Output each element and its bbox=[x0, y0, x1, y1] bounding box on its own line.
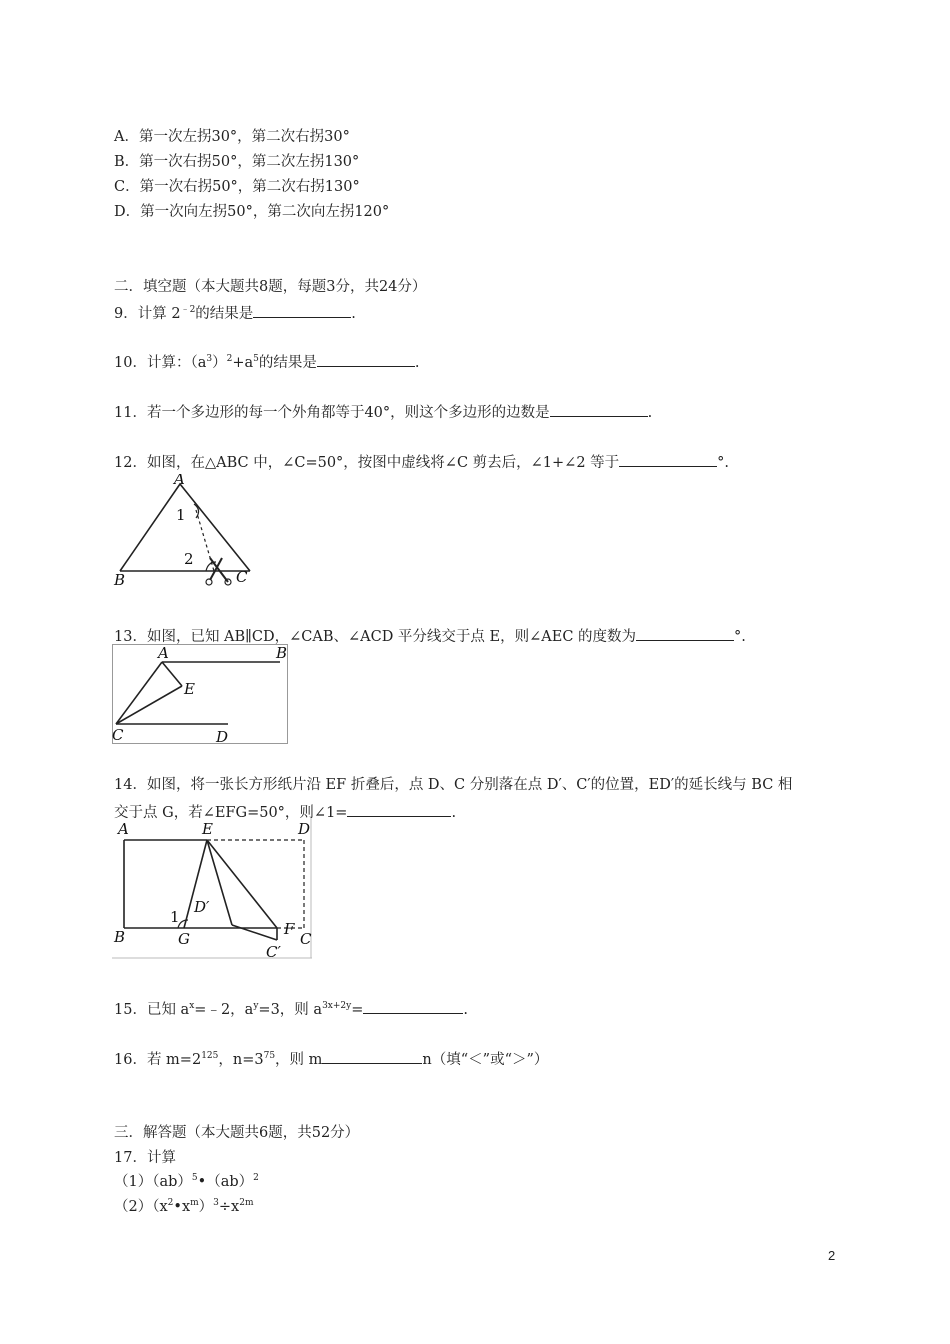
answer-blank[interactable] bbox=[317, 352, 415, 367]
option-b: B．第一次右拐50°，第二次左拐130° bbox=[114, 154, 360, 170]
option-d: D．第一次向左拐50°，第二次向左拐120° bbox=[114, 204, 390, 220]
label-e: E bbox=[202, 820, 213, 838]
answer-blank[interactable] bbox=[636, 626, 734, 641]
question-16: 16．若 $m=2^{125}$，$n=3^{75}$，则 m n（填“＜”或“＞”） bbox=[114, 1051, 549, 1068]
cut-line bbox=[196, 510, 214, 571]
label-a: A bbox=[118, 820, 129, 838]
answer-blank[interactable] bbox=[322, 1049, 422, 1064]
label-angle-1: 1 bbox=[176, 506, 186, 524]
question-13: 13．如图，已知 AB∥CD，∠CAB、∠ACD 平分线交于点 E，则∠AEC 的度数为 °. bbox=[114, 626, 746, 646]
label-c: C bbox=[236, 568, 248, 586]
parallel-lines-figure bbox=[112, 644, 288, 744]
label-c-prime: C′ bbox=[266, 943, 281, 960]
label-f: F bbox=[284, 920, 295, 938]
label-d-prime: D′ bbox=[194, 898, 210, 916]
label-b: B bbox=[114, 571, 126, 589]
line-ac bbox=[116, 662, 162, 724]
line-ed-prime bbox=[207, 840, 232, 925]
section-2-title: 二．填空题（本大题共8题，每题3分，共24分） bbox=[114, 279, 427, 295]
label-e: E bbox=[184, 680, 195, 698]
label-c: C bbox=[112, 726, 124, 744]
question-14-line-2: 交于点 G，若∠EFG=50°，则∠1= . bbox=[114, 802, 456, 822]
answer-blank[interactable] bbox=[253, 303, 351, 318]
question-9: 9．计算 $2^{﹣2}$的结果是 . bbox=[114, 305, 356, 322]
label-a: A bbox=[158, 644, 169, 662]
answer-blank[interactable] bbox=[363, 999, 463, 1014]
label-a: A bbox=[174, 474, 185, 488]
folded-rectangle-figure bbox=[112, 818, 312, 960]
answer-blank[interactable] bbox=[619, 452, 717, 467]
label-angle-1: 1 bbox=[170, 908, 180, 926]
question-14-line-1: 14．如图，将一张长方形纸片沿 EF 折叠后，点 D、C 分别落在点 D′、C′的位置，ED′的延长线与 BC 相 bbox=[114, 777, 793, 793]
page-number: 2 bbox=[828, 1248, 836, 1263]
option-a: A．第一次左拐30°，第二次右拐30° bbox=[114, 129, 350, 145]
question-11: 11．若一个多边形的每一个外角都等于40°，则这个多边形的边数是 . bbox=[114, 402, 652, 422]
answer-blank[interactable] bbox=[550, 402, 648, 417]
label-b: B bbox=[276, 644, 288, 662]
line-ce bbox=[116, 686, 182, 724]
question-17-title: 17．计算 bbox=[114, 1150, 176, 1166]
section-3-title: 三．解答题（本大题共6题，共52分） bbox=[114, 1125, 360, 1141]
label-d: D bbox=[298, 820, 311, 838]
fold-line-ef bbox=[207, 840, 277, 928]
label-g: G bbox=[178, 930, 190, 948]
label-d: D bbox=[216, 728, 229, 744]
triangle-abc-figure bbox=[110, 474, 260, 590]
label-b: B bbox=[114, 928, 126, 946]
label-c: C bbox=[300, 930, 312, 948]
question-10: 10．计算：$(a^3)^2+a^5$的结果是 . bbox=[114, 354, 420, 371]
question-17-part-2: $(2)(x^2•x^m)^3\div x^{2m}$ bbox=[114, 1198, 254, 1215]
label-angle-2: 2 bbox=[184, 550, 194, 568]
option-c: C．第一次右拐50°，第二次右拐130° bbox=[114, 179, 360, 195]
question-12: 12．如图，在△ABC 中，∠C=50°，按图中虚线将∠C 剪去后，∠1+∠2 等于 °. bbox=[114, 452, 729, 472]
line-ae bbox=[162, 662, 182, 686]
question-15: 15．已知 $a^x=﹣2$，$a^y=3$，则 $a^{3x+2y}=$ . bbox=[114, 1001, 468, 1018]
question-17-part-1: （1）（ab）$^5$•（ab）$^2$ bbox=[114, 1173, 259, 1190]
answer-blank[interactable] bbox=[347, 802, 451, 817]
